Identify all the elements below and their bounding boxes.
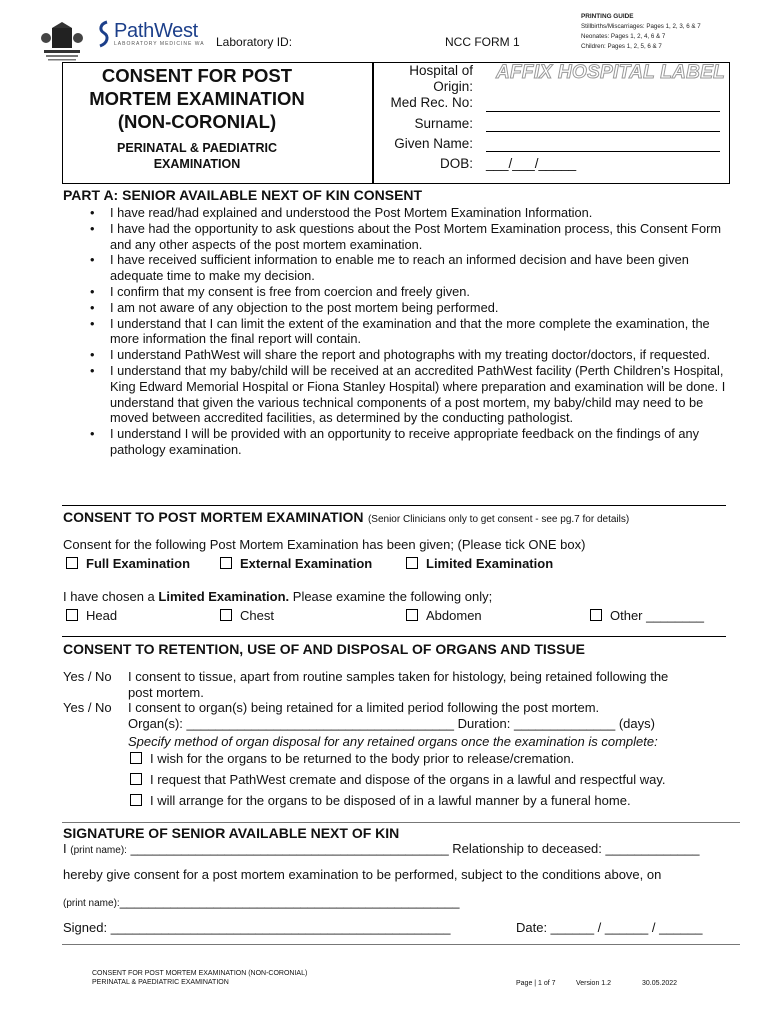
checkbox[interactable] xyxy=(130,794,142,806)
list-item-text: I have read/had explained and understood the Post Mortem Examination Information. xyxy=(110,205,593,220)
retention-item-line: I consent to tissue, apart from routine samples taken for histology, being retained following the xyxy=(128,669,669,684)
list-item: • I have received sufficient information to enable me to reach an informed decision and have been given adequate time to make my decision. xyxy=(90,252,730,284)
list-item-text: I understand that I can limit the extent of the examination and that the more complete the examination, the more information the final report will contain. xyxy=(110,315,710,347)
head-option[interactable] xyxy=(66,608,117,623)
consent-heading-text: CONSENT TO POST MORTEM EXAMINATION xyxy=(63,509,364,525)
section-divider xyxy=(62,944,740,945)
checkbox[interactable] xyxy=(406,557,418,569)
affix-hospital-label: AFFIX HOSPITAL LABEL xyxy=(496,62,726,83)
list-item-text: I understand PathWest will share the report and photographs with my treating doctor/doctors, if requested. xyxy=(110,347,711,363)
limited-intro-pre: I have chosen a xyxy=(63,589,159,604)
section-divider xyxy=(62,636,726,637)
form-title-line: (NON-CORONIAL) xyxy=(117,111,277,132)
abdomen-option[interactable] xyxy=(406,608,482,623)
form-subtitle-line: PERINATAL & PAEDIATRIC xyxy=(117,141,277,155)
disposal-option-cremate[interactable] xyxy=(130,772,665,787)
organs-duration-line[interactable]: Organ(s): _____________________________________ Duration: ______________ (days) xyxy=(128,716,655,731)
part-a-bullet-list xyxy=(90,205,730,458)
checkbox[interactable] xyxy=(130,773,142,785)
consent-heading-note: (Senior Clinicians only to get consent - see pg.7 for details) xyxy=(367,514,630,525)
external-examination-option[interactable] xyxy=(220,556,372,571)
other-option[interactable] xyxy=(590,608,704,623)
list-item: • I am not aware of any objection to the post mortem being performed. xyxy=(90,300,730,316)
checkbox[interactable] xyxy=(130,752,142,764)
consent-intro: Consent for the following Post Mortem Examination has been given; (Please tick ONE box) xyxy=(63,537,586,552)
option-label: Chest xyxy=(240,608,274,623)
option-label: Full Examination xyxy=(86,556,191,571)
surname-label: Surname: xyxy=(414,116,473,131)
signature-heading: SIGNATURE OF SENIOR AVAILABLE NEXT OF KIN xyxy=(63,825,400,841)
hereby-text: hereby give consent for a post mortem examination to be performed, subject to the conditions above, on xyxy=(63,867,662,882)
option-label: Other ________ xyxy=(610,608,704,623)
part-a-heading: PART A: SENIOR AVAILABLE NEXT OF KIN CONSENT xyxy=(63,187,423,203)
list-item: • I understand PathWest will share the report and photographs with my treating doctor/doctors, if requested. xyxy=(90,347,730,363)
date-field[interactable]: Date: ______ / ______ / ______ xyxy=(516,920,703,935)
print-name-label: (print name): xyxy=(63,898,120,909)
retention-item-2: I consent to organ(s) being retained for a limited period following the post mortem. xyxy=(128,700,600,715)
printing-guide xyxy=(581,12,701,52)
disposal-option-funeral-home[interactable] xyxy=(130,793,631,808)
pathwest-logo-icon xyxy=(96,20,112,48)
retention-item-line: post mortem. xyxy=(128,685,204,700)
yes-no-toggle-2[interactable]: Yes / No xyxy=(63,700,112,715)
option-label: Limited Examination xyxy=(426,556,554,571)
section-divider xyxy=(62,505,726,506)
option-label: Abdomen xyxy=(426,608,482,623)
list-item-text: I have received sufficient information to enable me to reach an informed decision and have been given adequate time to make my decision. xyxy=(110,252,689,284)
wa-government-crest-icon xyxy=(40,18,84,62)
checkbox[interactable] xyxy=(66,557,78,569)
page-number: Page | 1 of 7 xyxy=(516,980,556,987)
pathwest-logo-text: PathWest xyxy=(114,20,198,42)
med-rec-label: Med Rec. No: xyxy=(390,95,473,110)
option-label: External Examination xyxy=(240,556,373,571)
dob-label: DOB: xyxy=(439,156,473,171)
version: Version 1.2 xyxy=(576,980,612,987)
full-examination-option[interactable] xyxy=(66,556,190,571)
hospital-of-origin-label xyxy=(370,63,473,95)
footer-title-line: CONSENT FOR POST MORTEM EXAMINATION (NON-CORONIAL) xyxy=(92,970,308,977)
checkbox[interactable] xyxy=(406,609,418,621)
signed-field[interactable]: Signed: _______________________________________________ xyxy=(63,920,451,935)
consent-heading xyxy=(63,509,629,527)
list-item-text: I understand I will be provided with an opportunity to receive appropriate feedback on the findings of any pathology examination. xyxy=(110,426,700,457)
footer-title-line: PERINATAL & PAEDIATRIC EXAMINATION xyxy=(92,979,229,986)
surname-field[interactable] xyxy=(486,131,720,132)
option-label: I request that PathWest cremate and dispose of the organs in a lawful and respectful way. xyxy=(150,772,666,787)
form-subtitle xyxy=(62,140,332,172)
list-item-text: I understand that my baby/child will be received at an accredited PathWest facility (Perth Children’s Hospital, King Edward Memorial Hospital or Fiona Stanley Hospital) where preparation and examination will be done. I understand that given the various technical components of a post mortem, my baby/child may need to be moved between accredited facilities, as determined by the conducting pathologist. xyxy=(110,362,726,426)
checkbox[interactable] xyxy=(220,609,232,621)
print-name-label: (print name): xyxy=(70,845,127,856)
form-code: NCC FORM 1 xyxy=(445,35,520,49)
checkbox[interactable] xyxy=(66,609,78,621)
list-item: • I understand that my baby/child will be received at an accredited PathWest facility (Perth Children’s Hospital, King Edward Memorial Hospital or Fiona Stanley Hospital) where preparation and examination will be done. I understand that given the various technical components of a post mortem, my baby/child may need to be moved between accredited facilities, as determined by the conducting pathologist. xyxy=(90,363,730,426)
hospital-of-origin-line: Hospital of xyxy=(409,63,473,78)
list-item: • I confirm that my consent is free from coercion and freely given. xyxy=(90,284,730,300)
printing-guide-title: PRINTING GUIDE xyxy=(581,13,634,20)
form-date: 30.05.2022 xyxy=(642,980,678,987)
checkbox[interactable] xyxy=(590,609,602,621)
checkbox[interactable] xyxy=(220,557,232,569)
printing-guide-line: Neonates: Pages 1, 2, 4, 6 & 7 xyxy=(581,33,666,40)
limited-intro xyxy=(63,589,492,604)
list-item-text: I have had the opportunity to ask questions about the Post Mortem Examination process, this Consent Form and any other aspects of the post mortem examination. xyxy=(110,220,722,252)
printing-guide-line: Stillbirths/Miscarriages: Pages 1, 2, 3, 6 & 7 xyxy=(581,23,701,30)
list-item: • I have read/had explained and understood the Post Mortem Examination Information. xyxy=(90,205,730,221)
print-name-field[interactable]: _______________________________________________ xyxy=(119,894,460,909)
printing-guide-line: Children: Pages 1, 2, 5, 6 & 7 xyxy=(581,43,662,50)
print-name-field[interactable]: ____________________________________________ Relationship to deceased: _____________ xyxy=(130,841,700,856)
retention-item-1 xyxy=(128,669,728,701)
chest-option[interactable] xyxy=(220,608,274,623)
list-item-text: I am not aware of any objection to the post mortem being performed. xyxy=(110,299,499,315)
yes-no-toggle-1[interactable]: Yes / No xyxy=(63,669,112,684)
dob-field[interactable]: ___/___/_____ xyxy=(486,156,577,171)
disposal-option-return[interactable] xyxy=(130,751,574,766)
given-name-field[interactable] xyxy=(486,151,720,152)
print-name-row-2[interactable] xyxy=(63,894,460,909)
form-subtitle-line: EXAMINATION xyxy=(153,157,241,171)
list-item-text: I confirm that my consent is free from coercion and freely given. xyxy=(110,283,470,299)
option-label: Head xyxy=(86,608,118,623)
limited-intro-bold: Limited Examination. xyxy=(158,589,290,604)
footer-title xyxy=(92,969,307,987)
list-item: • I have had the opportunity to ask questions about the Post Mortem Examination process, this Consent Form and any other aspects of the post mortem examination. xyxy=(90,221,730,253)
laboratory-id-label: Laboratory ID: xyxy=(216,35,293,49)
limited-intro-post: Please examine the following only; xyxy=(289,589,493,604)
list-item: • I understand I will be provided with an opportunity to receive appropriate feedback on the findings of any pathology examination. xyxy=(90,426,730,458)
option-label: I wish for the organs to be returned to the body prior to release/cremation. xyxy=(150,751,575,766)
retention-heading: CONSENT TO RETENTION, USE OF AND DISPOSAL OF ORGANS AND TISSUE xyxy=(63,641,585,657)
print-name-row[interactable] xyxy=(63,841,700,856)
disposal-intro: Specify method of organ disposal for any retained organs once the examination is complete: xyxy=(128,734,658,749)
form-title xyxy=(62,64,332,133)
hospital-of-origin-line: Origin: xyxy=(433,79,473,94)
given-name-label: Given Name: xyxy=(394,136,473,151)
option-label: I will arrange for the organs to be disposed of in a lawful manner by a funeral home. xyxy=(150,793,631,808)
limited-examination-option[interactable] xyxy=(406,556,553,571)
form-title-line: MORTEM EXAMINATION xyxy=(89,88,305,109)
list-item: • I understand that I can limit the extent of the examination and that the more complete the examination, the more information the final report will contain. xyxy=(90,316,730,348)
med-rec-field[interactable] xyxy=(486,111,720,112)
form-title-line: CONSENT FOR POST xyxy=(101,65,293,86)
pathwest-logo-subtitle: LABORATORY MEDICINE WA xyxy=(114,41,205,47)
print-name-prefix: I xyxy=(63,841,67,856)
section-divider xyxy=(62,822,740,823)
